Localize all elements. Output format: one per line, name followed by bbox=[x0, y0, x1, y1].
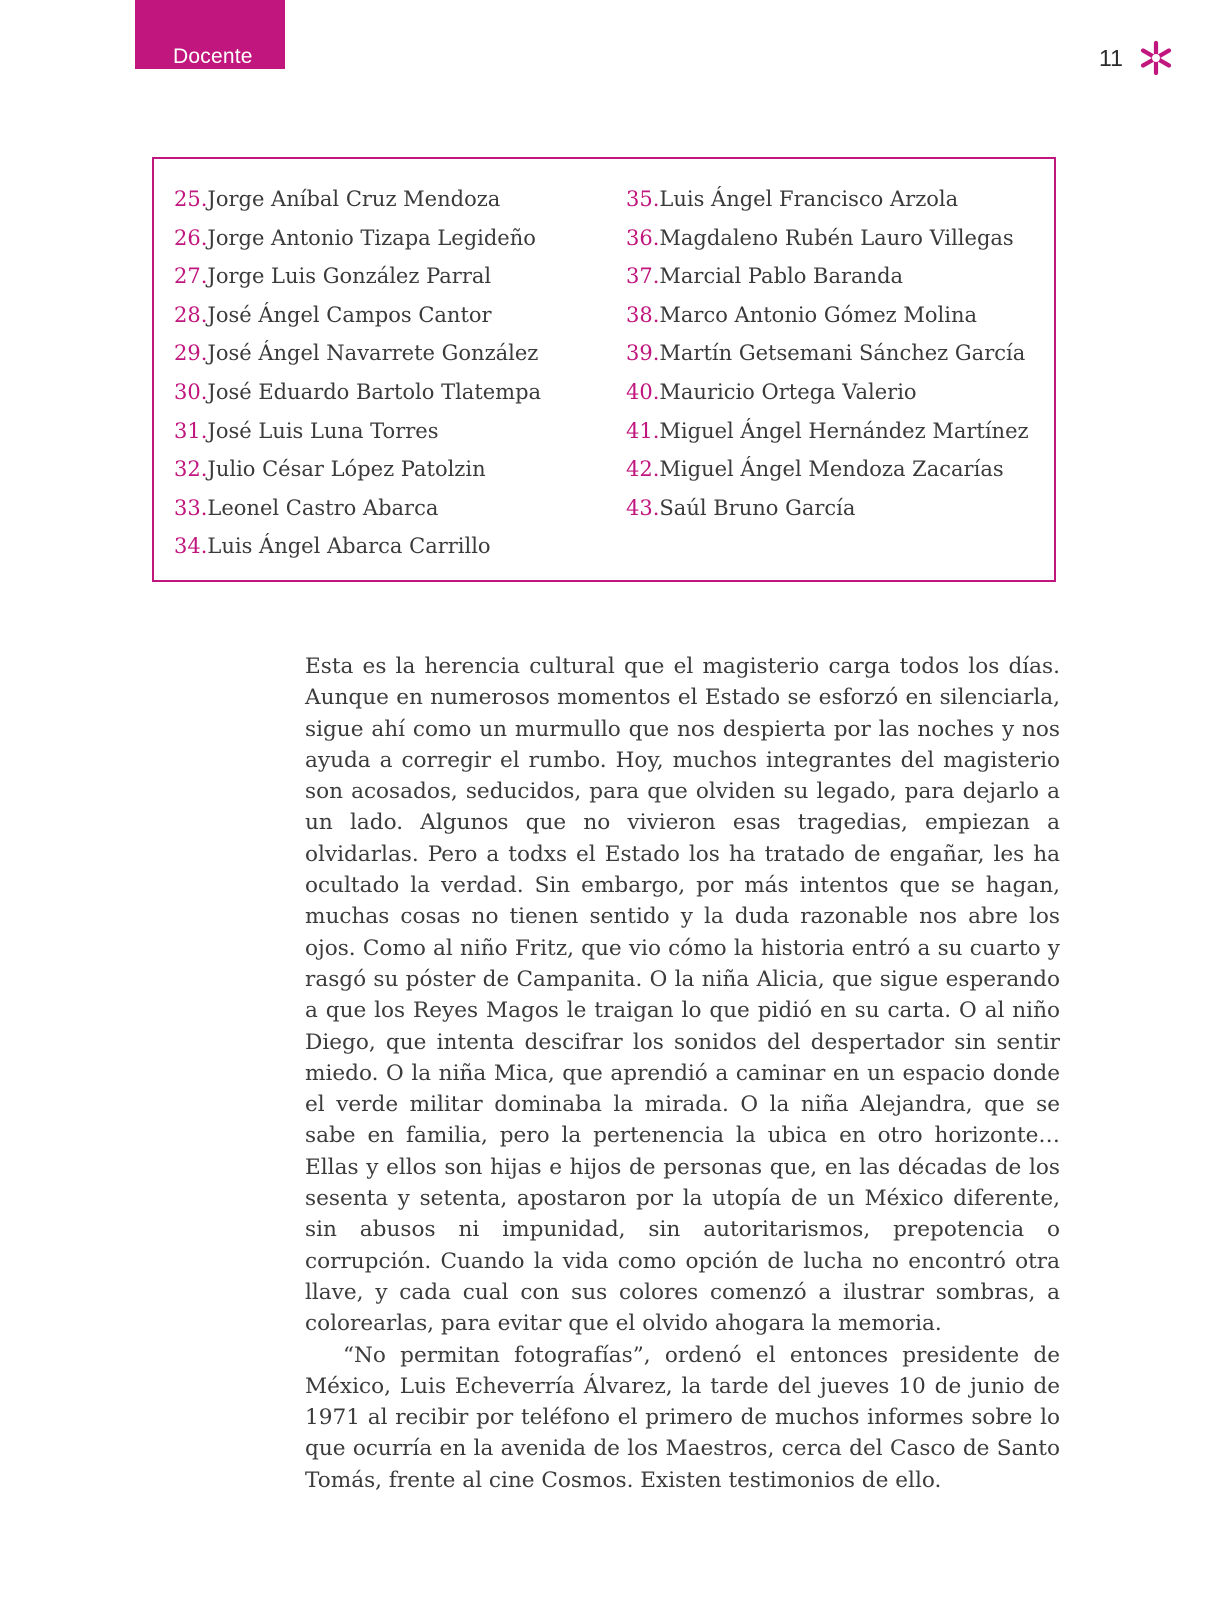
entry-name: Jorge Luis González Parral bbox=[207, 264, 492, 289]
entry-number: 40. bbox=[626, 379, 660, 404]
entry-name: Jorge Antonio Tizapa Legideño bbox=[207, 225, 536, 250]
entry-name: Marco Antonio Gómez Molina bbox=[659, 302, 978, 327]
entry-number: 30. bbox=[174, 379, 208, 404]
name-entry bbox=[174, 373, 541, 412]
name-entry bbox=[626, 489, 1029, 528]
entry-name: José Luis Luna Torres bbox=[207, 418, 439, 443]
name-entry bbox=[174, 489, 541, 528]
section-label: Docente bbox=[173, 45, 253, 68]
name-entry bbox=[174, 219, 541, 258]
name-entry bbox=[626, 450, 1029, 489]
name-entry bbox=[174, 257, 541, 296]
name-entry bbox=[174, 412, 541, 451]
name-entry bbox=[174, 450, 541, 489]
entry-name: José Ángel Navarrete González bbox=[207, 341, 539, 366]
entry-number: 29. bbox=[174, 341, 208, 366]
entry-number: 34. bbox=[174, 534, 208, 559]
name-entry bbox=[174, 180, 541, 219]
entry-number: 41. bbox=[626, 418, 660, 443]
entry-name: Luis Ángel Francisco Arzola bbox=[659, 187, 959, 211]
entry-name: Mauricio Ortega Valerio bbox=[659, 379, 917, 404]
name-entry bbox=[626, 219, 1029, 258]
entry-name: Miguel Ángel Hernández Martínez bbox=[659, 418, 1029, 443]
name-entry bbox=[626, 257, 1029, 296]
name-entry bbox=[174, 527, 541, 566]
name-entry bbox=[626, 180, 1029, 219]
body-text bbox=[305, 651, 1060, 1496]
entry-name: José Ángel Campos Cantor bbox=[207, 302, 492, 327]
name-entry bbox=[626, 296, 1029, 335]
entry-number: 37. bbox=[626, 264, 660, 289]
entry-name: José Eduardo Bartolo Tlatempa bbox=[207, 379, 542, 404]
entry-number: 39. bbox=[626, 341, 660, 366]
entry-number: 32. bbox=[174, 457, 208, 482]
entry-number: 26. bbox=[174, 225, 208, 250]
entry-name: Miguel Ángel Mendoza Zacarías bbox=[659, 457, 1004, 482]
names-column-left bbox=[174, 180, 541, 566]
section-tab bbox=[135, 0, 285, 69]
name-entry bbox=[626, 334, 1029, 373]
entry-number: 31. bbox=[174, 418, 208, 443]
entry-number: 36. bbox=[626, 225, 660, 250]
entry-name: Marcial Pablo Baranda bbox=[659, 264, 904, 289]
name-entry bbox=[174, 334, 541, 373]
entry-name: Julio César López Patolzin bbox=[207, 457, 486, 482]
name-entry bbox=[626, 412, 1029, 451]
paragraph: “No permitan fotografías”, ordenó el entonces presidente de México, Luis Echeverría Álvarez, la tarde del jueves 10 de junio de 1971 al recibir por teléfono el primero de muchos informes sobre lo que ocurría en la avenida de los Maestros, cerca del Casco de Santo Tomás, frente al cine Cosmos. Existen testimonios de ello. bbox=[305, 1342, 1060, 1493]
entry-name: Jorge Aníbal Cruz Mendoza bbox=[207, 187, 501, 211]
entry-number: 38. bbox=[626, 302, 660, 327]
entry-number: 25. bbox=[174, 187, 208, 211]
entry-number: 28. bbox=[174, 302, 208, 327]
entry-number: 43. bbox=[626, 495, 660, 520]
names-column-right bbox=[626, 180, 1029, 527]
name-entry bbox=[626, 373, 1029, 412]
entry-number: 27. bbox=[174, 264, 208, 289]
entry-name: Magdaleno Rubén Lauro Villegas bbox=[659, 225, 1014, 250]
entry-name: Saúl Bruno García bbox=[659, 495, 856, 520]
entry-number: 35. bbox=[626, 187, 660, 211]
entry-number: 33. bbox=[174, 495, 208, 520]
entry-name: Leonel Castro Abarca bbox=[207, 495, 439, 520]
entry-name: Martín Getsemani Sánchez García bbox=[659, 341, 1026, 366]
victims-names-box bbox=[152, 157, 1056, 582]
name-entry bbox=[174, 296, 541, 335]
page-number: 11 bbox=[1099, 45, 1123, 71]
entry-number: 42. bbox=[626, 457, 660, 482]
asterisk-flower-icon bbox=[1138, 40, 1174, 76]
paragraph: Esta es la herencia cultural que el magisterio carga todos los días. Aunque en numerosos momentos el Estado se esforzó en silenciarla, sigue ahí como un murmullo que nos despierta por las noches y nos ayuda a corregir el rumbo. Hoy, muchos integrantes del magisterio son acosados, seducidos, para que olviden su legado, para dejarlo a un lado. Algunos que no vivieron esas tragedias, empiezan a olvidarlas. Pero a todxs el Estado los ha tratado de engañar, les ha ocultado la verdad. Sin embargo, por más intentos que se hagan, muchas cosas no tienen sentido y la duda razonable nos abre los ojos. Como al niño Fritz, que vio cómo la historia entró a su cuarto y rasgó su póster de Campanita. O la niña Alicia, que sigue esperando a que los Reyes Magos le traigan lo que pidió en su carta. O al niño Diego, que intenta descifrar los sonidos del despertador sin sentir miedo. O la niña Mica, que aprendió a caminar en un espacio donde el verde militar dominaba la mirada. O la niña Alejandra, que se sabe en familia, pero la pertenencia la ubica en otro horizonte… Ellas y ellos son hijas e hijos de personas que, en las décadas de los sesenta y setenta, apostaron por la utopía de un México diferente, sin abusos ni impunidad, sin autoritarismos, prepotencia o corrupción. Cuando la vida como opción de lucha no encontró otra llave, y cada cual con sus colores comenzó a ilustrar sombras, a colorearlas, para evitar que el olvido ahogara la memoria. bbox=[305, 654, 1060, 1337]
entry-name: Luis Ángel Abarca Carrillo bbox=[207, 534, 491, 559]
